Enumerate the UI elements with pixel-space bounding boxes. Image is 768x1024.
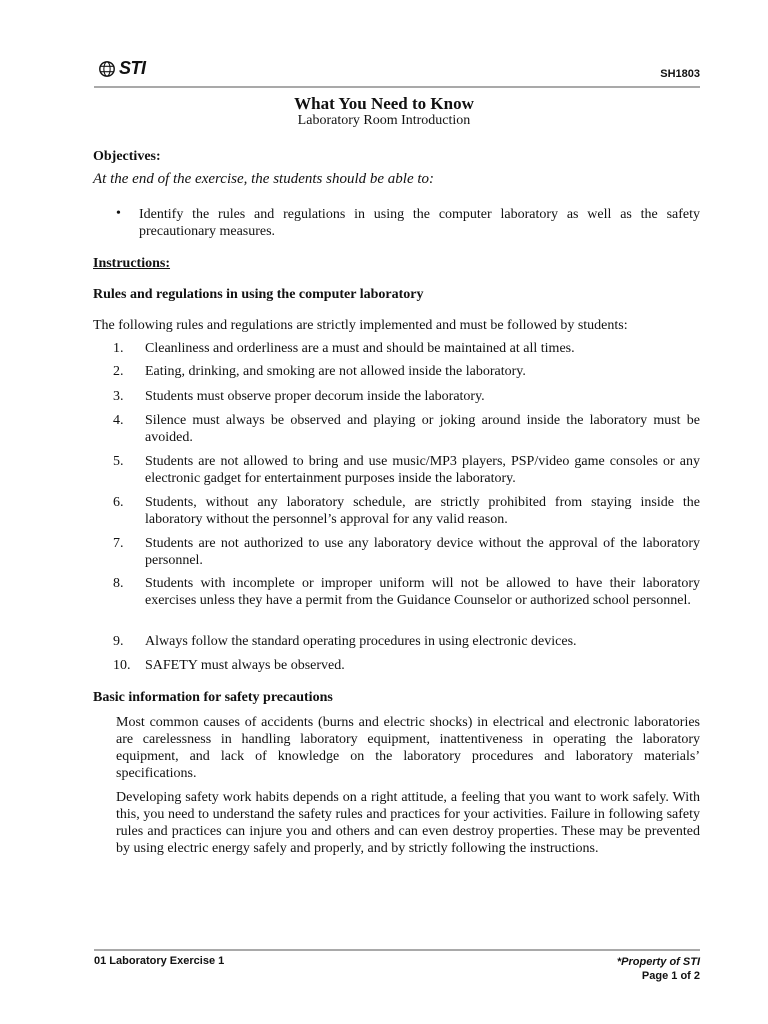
- page-subtitle: Laboratory Room Introduction: [297, 113, 471, 128]
- property-notice: *Property of STI: [616, 956, 700, 968]
- rule-number: 3.: [113, 389, 124, 404]
- rule-number: 6.: [113, 495, 124, 510]
- document-code: SH1803: [660, 68, 700, 80]
- page-number: Page 1 of 2: [641, 970, 700, 982]
- rule-text: Students must observe proper decorum inside the laboratory.: [145, 389, 485, 404]
- sti-logo: [98, 58, 146, 79]
- footer-right: [617, 955, 700, 983]
- rule-text: Students are not authorized to use any laboratory device without the approval of the laboratory personnel.: [145, 536, 700, 568]
- rule-number: 5.: [113, 454, 124, 469]
- rule-number: 9.: [113, 634, 124, 649]
- footer-exercise-label: 01 Laboratory Exercise 1: [94, 955, 225, 967]
- rule-text: Always follow the standard operating procedures in using electronic devices.: [145, 634, 577, 649]
- rule-text: Eating, drinking, and smoking are not allowed inside the laboratory.: [145, 364, 526, 379]
- safety-paragraph: Most common causes of accidents (burns and electric shocks) in electrical and electronic laboratories are carelessness in handling laboratory equipment, inattentiveness in operating the laboratory equipment, and lack of knowledge on the laboratory procedures and laboratory materials’ specifications.: [116, 715, 700, 781]
- globe-icon: [98, 60, 116, 78]
- rule-text: Students, without any laboratory schedule, are strictly prohibited from staying inside the laboratory without the personnel’s approval for any valid reason.: [145, 495, 700, 527]
- rule-number: 4.: [113, 413, 124, 428]
- rule-number: 1.: [113, 341, 124, 356]
- rules-heading: Rules and regulations in using the computer laboratory: [93, 287, 424, 302]
- objectives-intro: At the end of the exercise, the students should be able to:: [93, 171, 435, 187]
- rule-text: Students are not allowed to bring and use music/MP3 players, PSP/video game consoles or any electronic gadget for entertainment purposes inside the laboratory.: [145, 454, 700, 486]
- rule-text: SAFETY must always be observed.: [145, 658, 345, 673]
- header-divider: [94, 86, 700, 88]
- safety-heading: Basic information for safety precautions: [93, 690, 333, 705]
- safety-paragraph: Developing safety work habits depends on a right attitude, a feeling that you want to work safely. With this, you need to understand the safety rules and practices for your activities. Failure in following safety rules and practices can injure you and others and can even destroy properties. These may be prevented by using electric energy safely and properly, and by strictly following the instructions.: [116, 790, 700, 856]
- rule-text: Silence must always be observed and playing or joking around inside the laboratory must be avoided.: [145, 413, 700, 445]
- rule-number: 8.: [113, 576, 124, 591]
- objective-item: Identify the rules and regulations in using the computer laboratory as well as the safety precautionary measures.: [139, 207, 700, 239]
- rule-number: 2.: [113, 364, 124, 379]
- objectives-heading: Objectives:: [93, 149, 161, 164]
- logo-text: STI: [119, 58, 146, 78]
- rule-number: 10.: [113, 658, 131, 673]
- footer-divider: [94, 949, 700, 951]
- rule-text: Cleanliness and orderliness are a must and should be maintained at all times.: [145, 341, 575, 356]
- rule-number: 7.: [113, 536, 124, 551]
- page-title: What You Need to Know: [294, 94, 474, 113]
- bullet-marker: •: [116, 206, 121, 221]
- rules-intro: The following rules and regulations are strictly implemented and must be followed by students:: [93, 318, 628, 333]
- rule-text: Students with incomplete or improper uniform will not be allowed to have their laboratory exercises unless they have a permit from the Guidance Counselor or authorized school personnel.: [145, 576, 700, 608]
- instructions-heading: Instructions:: [93, 256, 171, 271]
